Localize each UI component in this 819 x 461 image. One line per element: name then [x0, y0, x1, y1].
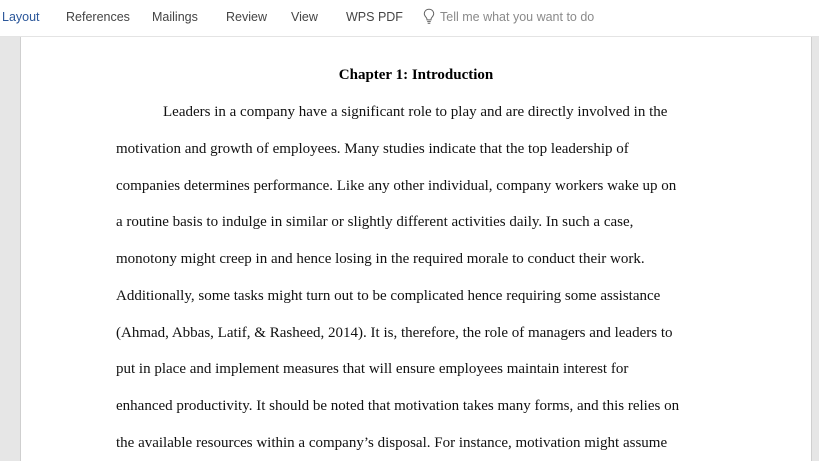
- document-page[interactable]: [20, 37, 812, 461]
- paragraph-line: a routine basis to indulge in similar or slightly different activities daily. In such a case,: [116, 214, 634, 230]
- ribbon-tab-bar: [0, 0, 819, 37]
- tab-references[interactable]: References: [66, 10, 130, 24]
- document-workspace[interactable]: [0, 37, 819, 461]
- tab-mailings[interactable]: Mailings: [152, 10, 198, 24]
- tab-view[interactable]: View: [291, 10, 318, 24]
- paragraph-line: companies determines performance. Like any other individual, company workers wake up on: [116, 178, 677, 194]
- paragraph-line: Leaders in a company have a significant role to play and are directly involved in the: [163, 104, 668, 120]
- tab-wps-pdf[interactable]: WPS PDF: [346, 10, 403, 24]
- paragraph-line: monotony might creep in and hence losing in the required morale to conduct their work.: [116, 251, 645, 267]
- chapter-heading: Chapter 1: Introduction: [338, 67, 494, 83]
- tab-review[interactable]: Review: [226, 10, 267, 24]
- paragraph-line: enhanced productivity. It should be noted that motivation takes many forms, and this relies on: [116, 398, 680, 414]
- paragraph-line: the available resources within a company’s disposal. For instance, motivation might assume: [116, 435, 668, 451]
- paragraph-line: motivation and growth of employees. Many studies indicate that the top leadership of: [116, 141, 629, 157]
- paragraph-line: put in place and implement measures that will ensure employees maintain interest for: [116, 361, 629, 377]
- paragraph-line: (Ahmad, Abbas, Latif, & Rasheed, 2014). It is, therefore, the role of managers and leaders to: [116, 325, 673, 341]
- tab-layout[interactable]: Layout: [2, 10, 40, 24]
- paragraph-line: Additionally, some tasks might turn out to be complicated hence requiring some assistance: [116, 288, 661, 304]
- tell-me-placeholder: Tell me what you want to do: [440, 10, 595, 24]
- lightbulb-icon: [423, 8, 435, 26]
